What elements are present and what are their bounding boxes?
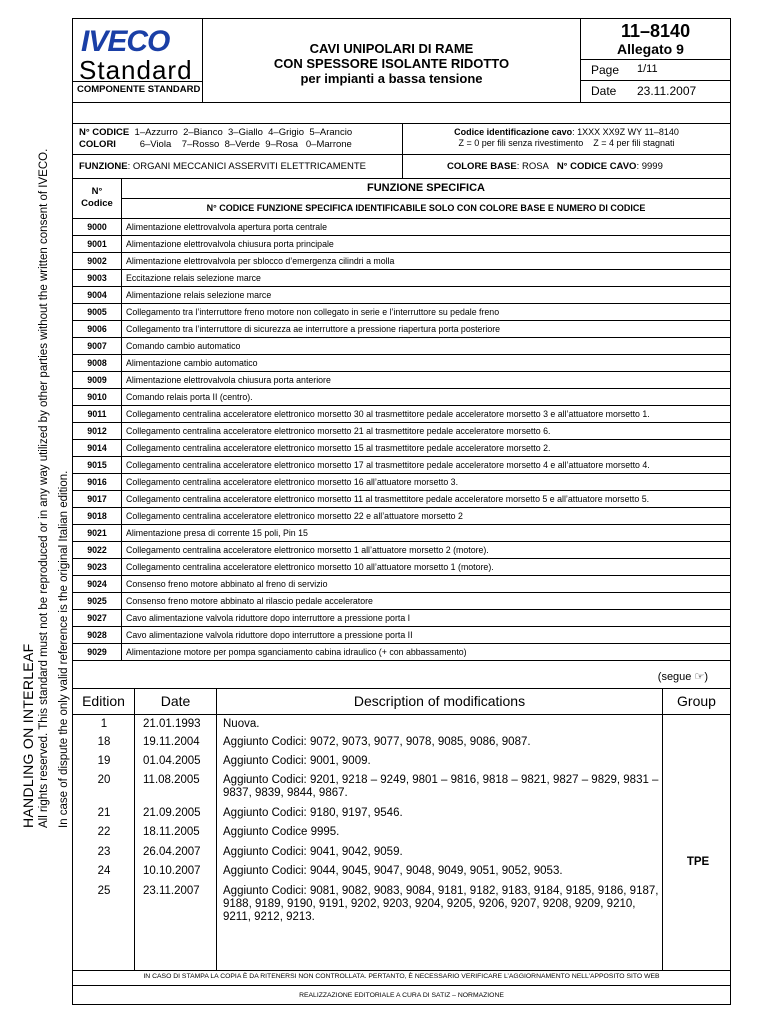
function-description: Alimentazione cambio automatico (126, 358, 258, 368)
function-code: 9023 (73, 559, 122, 575)
document-header (73, 19, 730, 103)
page-value: 1/11 (637, 63, 658, 75)
table-row (73, 542, 730, 559)
function-description: Collegamento centralina acceleratore elettronico morsetto 16 all’attuatore morsetto 3. (126, 477, 459, 487)
title-line-1: CAVI UNIPOLARI DI RAME (309, 41, 474, 56)
table-row (73, 389, 730, 406)
function-code: 9002 (73, 253, 122, 269)
edition-description: Nuova. (223, 718, 260, 730)
function-description: Collegamento centralina acceleratore elettronico morsetto 30 al trasmettitore pedale acceleratore morsetto 3 e all’attuatore morsetto 1. (126, 409, 650, 419)
function-description: Collegamento centralina acceleratore elettronico morsetto 21 al trasmettitore pedale acceleratore morsetto 6. (126, 426, 551, 436)
standard-label: Standard (79, 55, 193, 85)
codes-band (73, 123, 730, 155)
table-row (73, 559, 730, 576)
table-row (73, 610, 730, 627)
function-description: Consenso freno motore abbinato al rilascio pedale acceleratore (126, 596, 373, 606)
function-table (73, 179, 730, 661)
table-row (73, 338, 730, 355)
edition-date: 23.11.2007 (143, 885, 200, 897)
edition-description: Aggiunto Codici: 9081, 9082, 9083, 9084, 9181, 9182, 9183, 9184, 9185, 9186, 9187, 9188, 9189, 9190, 9191, 9202, 9203, 9204, 9205, 9206, 9207, 9208, 9209, 9210, 9211, 9212, 9213. (223, 885, 659, 923)
function-description: Cavo alimentazione valvola riduttore dopo interruttore a pressione porta I (126, 613, 411, 623)
table-row (73, 287, 730, 304)
edition-date: 11.08.2005 (143, 774, 200, 786)
function-description: Collegamento centralina acceleratore elettronico morsetto 10 all’attuatore morsetto 1 (motore). (126, 562, 494, 572)
function-code: 9004 (73, 287, 122, 303)
standard-number: 11–8140 (621, 21, 691, 41)
edition-date: 01.04.2005 (143, 755, 201, 767)
table-row (73, 372, 730, 389)
edition-number: 20 (97, 774, 111, 786)
rights-note: All rights reserved. This standard must not be reproduced or in any way utilized by other parties without the written consent of IVECO. (38, 148, 50, 828)
function-description: Consenso freno motore abbinato al freno di servizio (126, 579, 328, 589)
component-label: COMPONENTE STANDARD (77, 84, 201, 95)
table-row (73, 525, 730, 542)
table-row (73, 440, 730, 457)
function-description: Collegamento tra l’interruttore freno motore non collegato in serie e l’interruttore su pedale freno (126, 307, 500, 317)
function-column-header: FUNZIONE SPECIFICA (122, 179, 730, 199)
logo-divider (73, 81, 202, 82)
table-row (73, 644, 730, 661)
function-code: 9011 (73, 406, 122, 422)
edition-number: 24 (97, 865, 111, 877)
function-description: Comando cambio automatico (126, 341, 241, 351)
edition-number: 19 (97, 755, 111, 767)
function-code: 9025 (73, 593, 122, 609)
table-row (73, 593, 730, 610)
continued-note: (segue ☞) (657, 671, 708, 683)
iveco-logo: IVECO (81, 25, 170, 58)
function-description: Alimentazione elettrovalvola chiusura porta anteriore (126, 375, 331, 385)
group-col-header: Group (677, 693, 716, 709)
function-code: 9010 (73, 389, 122, 405)
function-code: 9024 (73, 576, 122, 592)
function-code: 9028 (73, 627, 122, 643)
function-code: 9008 (73, 355, 122, 371)
edition-number: 21 (97, 807, 111, 819)
function-description: Collegamento centralina acceleratore elettronico morsetto 11 al trasmettitore pedale acceleratore morsetto 5 e all’attuatore morsetto 5. (126, 494, 650, 504)
function-description: Alimentazione relais selezione marce (126, 290, 272, 300)
function-description: Collegamento centralina acceleratore elettronico morsetto 22 e all’attuatore morsetto 2 (126, 511, 463, 521)
page-label: Page (591, 63, 620, 77)
table-row (73, 491, 730, 508)
table-row (73, 270, 730, 287)
edition-date: 21.09.2005 (143, 807, 201, 819)
title-line-2: CON SPESSORE ISOLANTE RIDOTTO (273, 56, 510, 71)
function-code: 9016 (73, 474, 122, 490)
table-row (73, 627, 730, 644)
function-description: Alimentazione presa di corrente 15 poli, Pin 15 (126, 528, 308, 538)
function-code: 9007 (73, 338, 122, 354)
table-row (73, 406, 730, 423)
function-code: 9009 (73, 372, 122, 388)
title-line-3: per impianti a bassa tensione (300, 71, 483, 86)
editions-table (73, 688, 730, 971)
edition-date: 19.11.2004 (143, 736, 200, 748)
annex-label: Allegato 9 (617, 41, 684, 57)
cable-identification: Codice identificazione cavo: 1XXX XX9Z WY 11–8140 Z = 0 per fili senza rivestimento Z = 4 per fili stagnati (454, 127, 679, 148)
table-row (73, 423, 730, 440)
editorial-note: REALIZZAZIONE EDITORIALE A CURA DI SATIZ – NORMAZIONE (299, 992, 504, 999)
edition-number: 23 (97, 846, 111, 858)
function-code: 9000 (73, 219, 122, 235)
number-box (581, 19, 730, 103)
function-code: 9021 (73, 525, 122, 541)
edition-description: Aggiunto Codici: 9001, 9009. (223, 755, 371, 767)
function-code: 9018 (73, 508, 122, 524)
edition-number: 22 (97, 826, 111, 838)
edition-number: 1 (100, 718, 108, 730)
table-row (73, 355, 730, 372)
table-row (73, 457, 730, 474)
description-col-header: Description of modifications (217, 689, 663, 714)
edition-col-header: Edition (73, 689, 135, 714)
function-code: 9022 (73, 542, 122, 558)
editions-body (73, 715, 730, 971)
edition-description: Aggiunto Codici: 9041, 9042, 9059. (223, 846, 403, 858)
table-row (73, 576, 730, 593)
function-code: 9012 (73, 423, 122, 439)
function-description: Cavo alimentazione valvola riduttore dopo interruttore a pressione porta II (126, 630, 413, 640)
title-box (203, 19, 581, 103)
group-value: TPE (686, 856, 710, 868)
function-code: 9015 (73, 457, 122, 473)
function-code: 9006 (73, 321, 122, 337)
edition-description: Aggiunto Codice 9995. (223, 826, 340, 838)
date-col-header: Date (135, 689, 217, 714)
edition-date: 21.01.1993 (143, 718, 201, 730)
function-code: 9003 (73, 270, 122, 286)
editions-header (73, 689, 730, 715)
date-label: Date (591, 84, 617, 98)
function-description: Collegamento centralina acceleratore elettronico morsetto 17 al trasmettitore pedale acceleratore morsetto 4 e all’attuatore morsetto 4. (126, 460, 650, 470)
handling-note: HANDLING ON INTERLEAF (20, 643, 36, 828)
table-row (73, 304, 730, 321)
function-description: Alimentazione motore per pompa sganciamento cabina idraulico (+ con abbassamento) (126, 647, 467, 657)
function-subheader: N° CODICE FUNZIONE SPECIFICA IDENTIFICABILE SOLO CON COLORE BASE E NUMERO DI CODICE (206, 203, 646, 213)
function-description: Collegamento centralina acceleratore elettronico morsetto 15 al trasmettitore pedale acceleratore morsetto 2. (126, 443, 551, 453)
edition-number: 18 (97, 736, 111, 748)
logo-box (73, 19, 203, 103)
edition-description: Aggiunto Codici: 9180, 9197, 9546. (223, 807, 403, 819)
function-code: 9017 (73, 491, 122, 507)
table-row (73, 474, 730, 491)
table-body (73, 219, 730, 661)
function-code: 9027 (73, 610, 122, 626)
edition-date: 18.11.2005 (143, 826, 200, 838)
table-header (73, 179, 730, 219)
function-code: 9005 (73, 304, 122, 320)
edition-number: 25 (97, 885, 111, 897)
function-code: 9014 (73, 440, 122, 456)
function-code: 9001 (73, 236, 122, 252)
function-description: Collegamento tra l’interruttore di sicurezza ae interruttore a pressione riapertura porta posteriore (126, 324, 501, 334)
table-row (73, 508, 730, 525)
document-frame (72, 18, 731, 1005)
edition-description: Aggiunto Codici: 9072, 9073, 9077, 9078, 9085, 9086, 9087. (223, 736, 531, 748)
color-codes: N° CODICE 1–Azzurro 2–Bianco 3–Giallo 4–Grigio 5–Arancio COLORI 6–Viola 7–Rosso 8–Verde 9–Rosa 0–Marrone (73, 124, 403, 155)
function-description: Alimentazione elettrovalvola chiusura porta principale (126, 239, 334, 249)
edition-description: Aggiunto Codici: 9044, 9045, 9047, 9048, 9049, 9051, 9052, 9053. (223, 865, 563, 877)
function-description: Eccitazione relais selezione marce (126, 273, 261, 283)
table-row (73, 321, 730, 338)
function-description: Alimentazione elettrovalvola per sblocco d’emergenza cilindri a molla (126, 256, 395, 266)
table-row (73, 219, 730, 236)
print-disclaimer: IN CASO DI STAMPA LA COPIA È DA RITENERSI NON CONTROLLATA. PERTANTO, È NECESSARIO VERIFICARE L’AGGIORNAMENTO NELL’APPOSITO SITO WEB (73, 970, 730, 986)
function-code: 9029 (73, 644, 122, 660)
dispute-note: In case of dispute the only valid reference is the original Italian edition. (58, 470, 70, 828)
edition-description: Aggiunto Codici: 9201, 9218 – 9249, 9801 – 9816, 9818 – 9821, 9827 – 9829, 9831 – 9837, 9839, 9844, 9867. (223, 774, 659, 799)
function-row: FUNZIONE: ORGANI MECCANICI ASSERVITI ELETTRICAMENTE COLORE BASE: ROSA N° CODICE CAVO: 9999 (73, 155, 730, 179)
table-row (73, 236, 730, 253)
date-value: 23.11.2007 (637, 84, 697, 98)
table-row (73, 253, 730, 270)
function-description: Alimentazione elettrovalvola apertura porta centrale (126, 222, 327, 232)
edition-date: 10.10.2007 (143, 865, 201, 877)
edition-date: 26.04.2007 (143, 846, 201, 858)
function-description: Comando relais porta II (centro). (126, 392, 253, 402)
code-column-header: N° Codice (73, 179, 122, 218)
function-description: Collegamento centralina acceleratore elettronico morsetto 1 all’attuatore morsetto 2 (motore). (126, 545, 489, 555)
